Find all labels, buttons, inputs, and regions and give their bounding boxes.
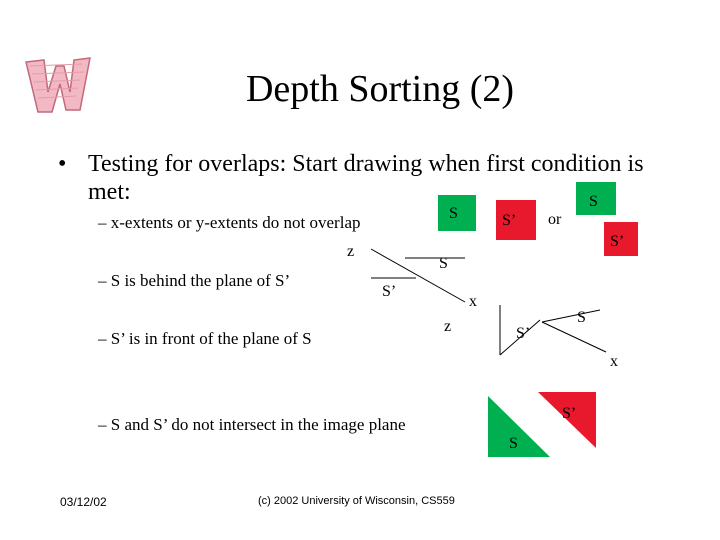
d4-s-segment (542, 310, 600, 322)
bullet-text-line1: Testing for overlaps: Start drawing when first condition is (88, 151, 644, 177)
d4-z-label: z (444, 318, 452, 335)
bullet-text-line2: met: (88, 179, 131, 205)
d4-sprime-label: S’ (516, 325, 531, 342)
slide-title: Depth Sorting (2) (245, 68, 515, 110)
d2-sprime-label: S’ (610, 233, 625, 250)
d4-x-axis (542, 322, 606, 352)
d1-sprime-label: S’ (502, 212, 517, 229)
d5-s-triangle (488, 396, 550, 457)
d1-or-label: or (548, 211, 562, 228)
d3-x-label: x (469, 293, 477, 310)
footer-date: 03/12/02 (60, 495, 107, 509)
d4-s-label: S (577, 309, 586, 326)
d2-s-label: S (589, 193, 598, 210)
bullet-dot: • (58, 151, 67, 177)
d5-s-label: S (509, 435, 518, 452)
d5-sprime-label: S’ (562, 405, 577, 422)
subitem-behind-plane: – S is behind the plane of S’ (98, 271, 291, 290)
d3-s-label: S (439, 255, 448, 272)
subitem-extents: – x-extents or y-extents do not overlap (98, 213, 361, 232)
subitem-in-front-plane: – S’ is in front of the plane of S (98, 329, 312, 348)
subitem-no-intersect: – S and S’ do not intersect in the image plane (98, 415, 406, 434)
d1-s-label: S (449, 205, 458, 222)
footer-credit: (c) 2002 University of Wisconsin, CS559 (258, 495, 455, 507)
d4-x-label: x (610, 353, 618, 370)
d3-z-label: z (347, 243, 355, 260)
d3-sprime-label: S’ (382, 283, 397, 300)
